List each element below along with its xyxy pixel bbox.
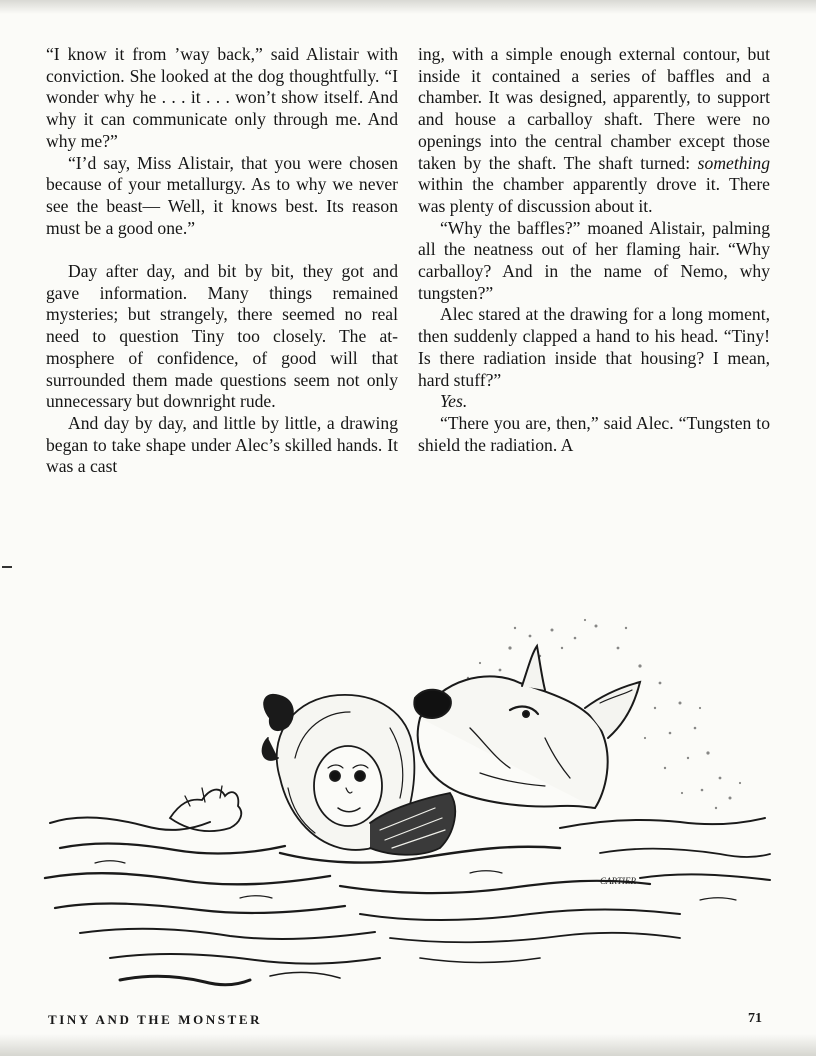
paragraph: And day by day, and little by little, a drawing began to take shape under Alec’s skilled hands. It was a cast (46, 412, 398, 477)
girl-figure (170, 695, 455, 855)
dog-head (414, 646, 640, 808)
running-title: TINY AND THE MONSTER (48, 1012, 263, 1027)
illustrator-signature: CARTIER (600, 876, 636, 886)
paragraph: “Why the baffles?” moaned Alistair, palming all the neatness out of her flaming hair. “Why carballoy? And in the name of Nemo, why tungsten?” (418, 217, 770, 303)
paragraph: “I know it from ’way back,” said Alistair with conviction. She looked at the dog thoughtfully. “I wonder why he . . . it . . . won’t show itself. And why it can communicate only through me. And why me?” (46, 44, 398, 151)
emphasis-word: Yes. (440, 391, 468, 412)
left-text-column (46, 44, 398, 478)
paragraph: Day after day, and bit by bit, they got and gave information. Many things remained mysteries; but strangely, there seemed no real need to question Tiny too closely. The atmosphere of confidence, of good will that surrounded them made questions seem not only unnecessary but downright rude. (46, 261, 398, 412)
paragraph-text: ing, with a simple enough external contour, but inside it contained a series of baffles and a chamber. It was designed, apparently, to support and house a carballoy shaft. There were no openings into the central chamber except those taken by the shaft. The shaft turned: (418, 44, 770, 173)
illustration-girl-and-dog-swimming (40, 608, 780, 1003)
paragraph: “I’d say, Miss Alistair, that you were chosen because of your metallurgy. As to why we never see the beast— Well, it knows best. Its reason must be a good one.” (46, 152, 398, 238)
page-top-edge (0, 0, 816, 14)
paragraph-yes (418, 391, 770, 413)
paragraph: “There you are, then,” said Alec. “Tungsten to shield the radiation. A (418, 412, 770, 455)
paragraph-text: within the chamber apparently drove it. There was plenty of discussion about it. (418, 174, 770, 216)
right-text-column (418, 44, 770, 456)
margin-mark (2, 566, 12, 568)
page-number: 71 (748, 1011, 762, 1026)
paragraph (418, 44, 770, 218)
paragraph: Alec stared at the drawing for a long moment, then suddenly clapped a hand to his head. “Tiny! Is there radiation inside that housing? I mean, hard stuff?” (418, 304, 770, 390)
page-bottom-edge (0, 1034, 816, 1056)
emphasis-word: something (697, 152, 770, 173)
